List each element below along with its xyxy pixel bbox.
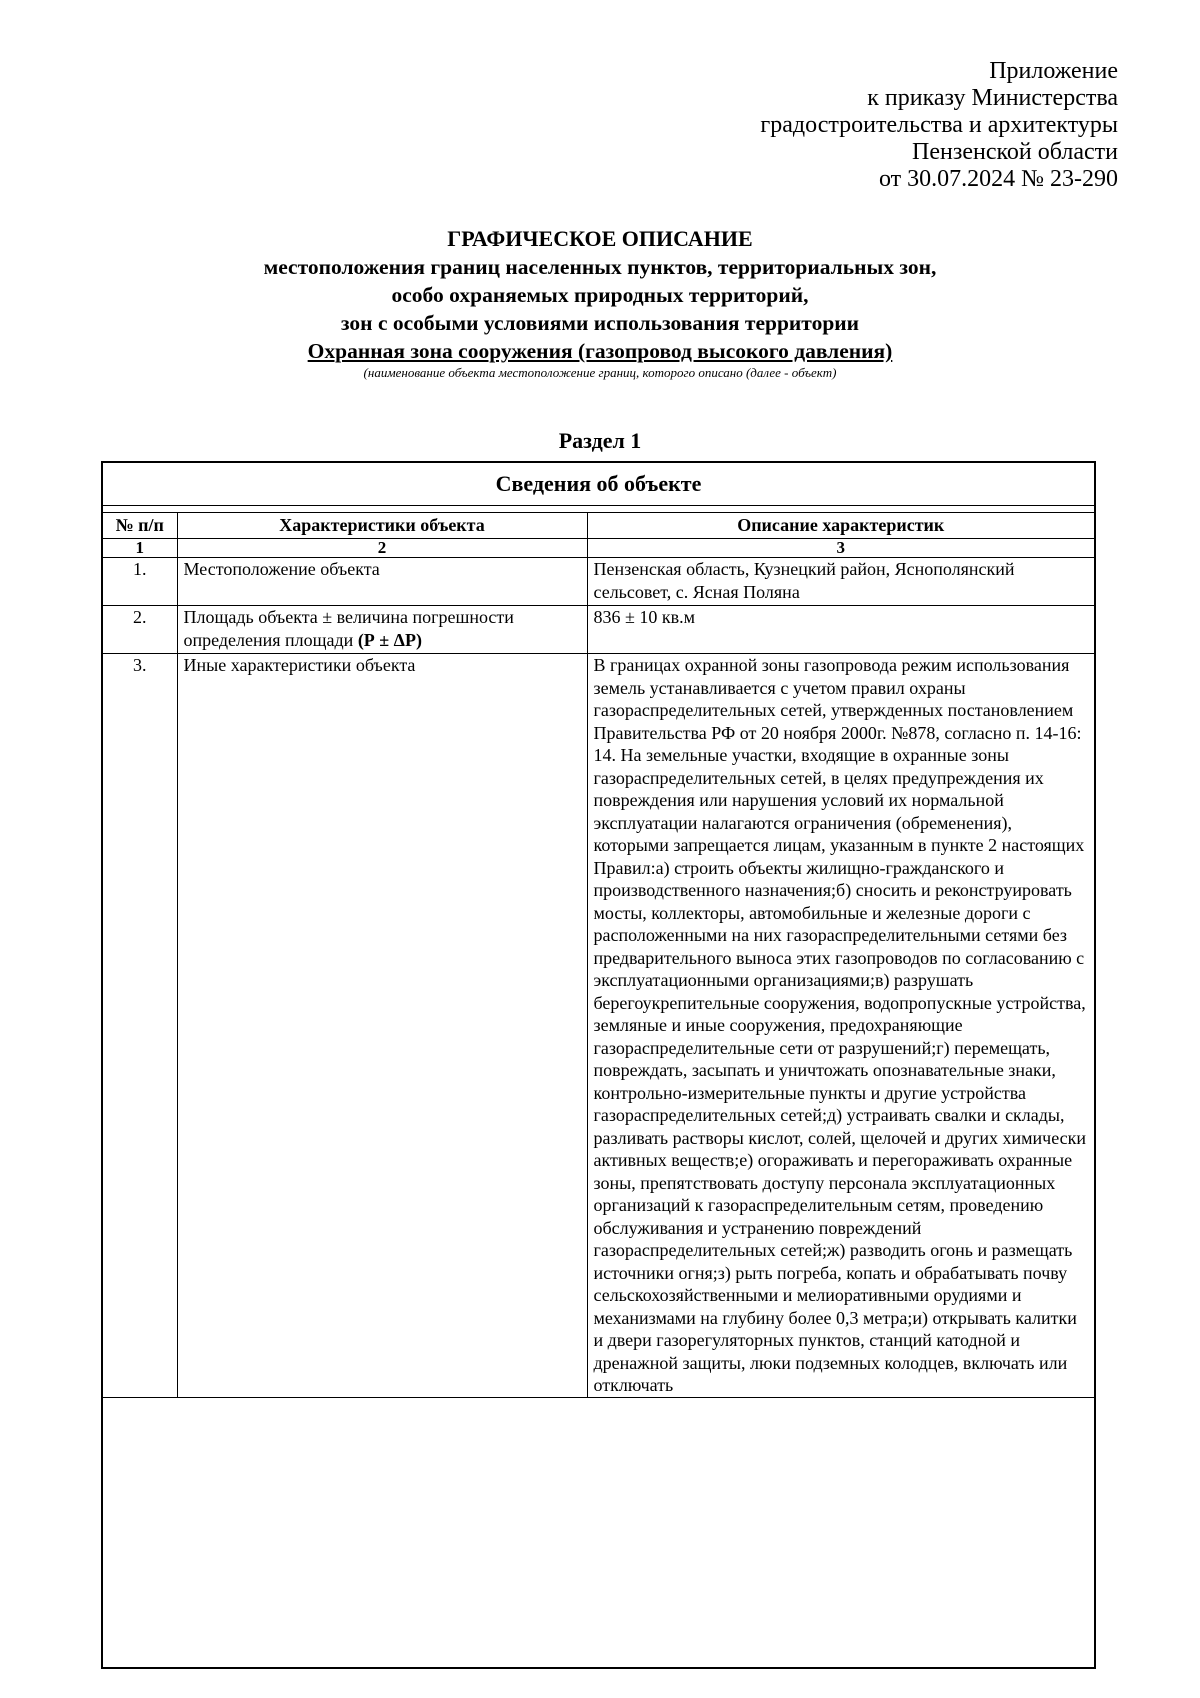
table-title: Сведения об объекте <box>103 463 1094 506</box>
title-subline: особо охраняемых природных территорий, <box>391 283 809 307</box>
row-characteristic-text: Площадь объекта ± величина погрешности определения площади <box>183 607 514 650</box>
column-header: № п/п <box>103 513 177 539</box>
column-number: 3 <box>587 539 1094 558</box>
object-info-table <box>103 512 1094 1398</box>
row-number: 3. <box>103 654 177 1398</box>
appendix-line: к приказу Министерства <box>867 85 1118 111</box>
column-header: Характеристики объекта <box>177 513 587 539</box>
section-heading: Раздел 1 <box>558 428 642 453</box>
title-subline: местоположения границ населенных пунктов, территориальных зон, <box>263 255 937 279</box>
table-row <box>103 606 1094 654</box>
column-number-row <box>103 539 1094 558</box>
row-characteristic: Местоположение объекта <box>177 558 587 606</box>
column-number: 2 <box>177 539 587 558</box>
row-description: Пензенская область, Кузнецкий район, Яснополянский сельсовет, с. Ясная Поляна <box>587 558 1094 606</box>
row-description-text: В границах охранной зоны газопровода режим использования земель устанавливается с учетом правил охраны газораспределительных сетей, утвержденных постановлением Правительства РФ от 20 ноября 2000г. №878, согласно п. 14-16: 14. На земельные участки, входящие в охранные зоны газораспределительных сетей, в целях предупреждения их повреждения или нарушения условий их нормальной эксплуатации налагаются ограничения (обременения), которыми запрещается лицам, указанным в пункте 2 настоящих Правил:а) строить объекты жилищно-гражданского и производственного назначения;б) сносить и реконструировать мосты, коллекторы, автомобильные и железные дороги с расположенными на них газораспределительными сетями без предварительного выноса этих газопроводов по согласованию с эксплуатационными организациями;в) разрушать берегоукрепительные сооружения, водопропускные устройства, земляные и иные сооружения, предохраняющие газораспределительные сети от разрушений;г) перемещать, повреждать, засыпать и уничтожать опознавательные знаки, контрольно-измерительные пункты и другие устройства газораспределительных сетей;д) устраивать свалки и склады, разливать растворы кислот, солей, щелочей и других химически активных веществ;е) огораживать и перегораживать охранные зоны, препятствовать доступу персонала эксплуатационных организаций к газораспределительным сетям, проведению обслуживания и устранению повреждений газораспределительных сетей;ж) разводить огонь и размещать источники огня;з) рыть погреба, копать и обрабатывать почву сельскохозяйственными и мелиоративными орудиями и механизмами на глубину более 0,3 метра;и) открывать калитки и двери газорегуляторных пунктов, станций катодной и дренажной защиты, люки подземных колодцев, включать или отключать <box>593 655 1086 1395</box>
title-subline: зон с особыми условиями использования территории <box>340 311 860 335</box>
row-characteristic-formula: (Р ± ΔР) <box>357 629 422 650</box>
appendix-line: Приложение <box>989 58 1118 84</box>
table-row <box>103 558 1094 606</box>
appendix-line: градостроительства и архитектуры <box>760 112 1118 138</box>
row-description <box>587 654 1094 1398</box>
object-name: Охранная зона сооружения (газопровод высокого давления) <box>307 339 893 363</box>
document-title-block <box>0 225 1200 381</box>
object-name-note: (наименование объекта местоположение границ, которого описано (далее - объект) <box>363 365 837 380</box>
row-description: 836 ± 10 кв.м <box>587 606 1094 654</box>
appendix-line: Пензенской области <box>912 139 1118 165</box>
appendix-header <box>760 58 1118 193</box>
row-characteristic: Иные характеристики объекта <box>177 654 587 1398</box>
object-info-frame <box>101 461 1096 1669</box>
appendix-line: от 30.07.2024 № 23-290 <box>878 166 1118 192</box>
table-row <box>103 654 1094 1398</box>
row-number: 1. <box>103 558 177 606</box>
column-number: 1 <box>103 539 177 558</box>
table-header-row <box>103 513 1094 539</box>
column-header: Описание характеристик <box>587 513 1094 539</box>
row-characteristic <box>177 606 587 654</box>
row-number: 2. <box>103 606 177 654</box>
document-title: ГРАФИЧЕСКОЕ ОПИСАНИЕ <box>447 226 753 251</box>
